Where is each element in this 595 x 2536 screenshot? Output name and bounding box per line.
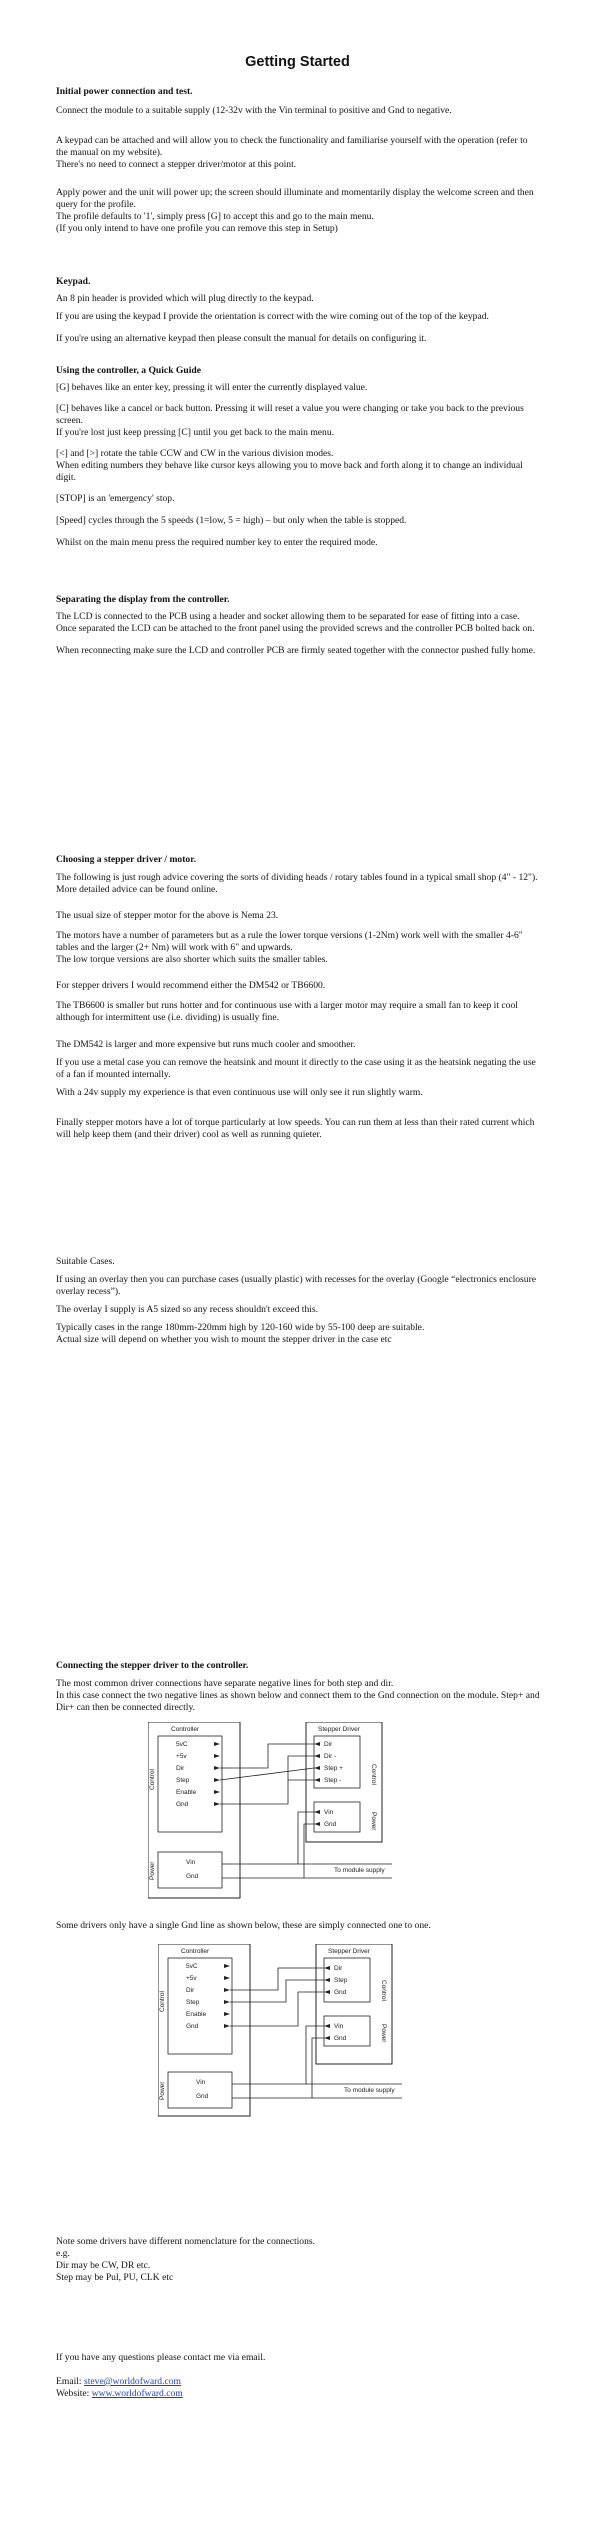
power-group-box (158, 1852, 222, 1888)
keypad-heading: Keypad. (56, 276, 91, 287)
controller-outline (158, 1944, 250, 2116)
quick-p3: If you're lost just keep pressing [C] until you get back to the main menu. (56, 427, 335, 438)
driver-control-label: Control (380, 1980, 387, 2001)
stepper-p4: The low torque versions are also shorter which suits the smaller tables. (56, 954, 328, 965)
stepper-p1: The following is just rough advice covering the sorts of dividing heads / rotary tables found in a typical small shop (4" - 12"). More detailed advice can be found online. (56, 872, 538, 895)
controller-pin-dir: Dir (186, 1987, 195, 1994)
controller-pin-dir: Dir (176, 1765, 185, 1772)
quick-heading: Using the controller, a Quick Guide (56, 365, 201, 376)
controller-vin: Vin (196, 2079, 206, 2086)
stepper-p8: If you use a metal case you can remove the heatsink and mount it directly to the case using it as the heatsink negating the use of a fan if mounted internally. (56, 1057, 536, 1080)
quick-p5: When editing numbers they behave like cursor keys allowing you to move back and forth along it to change an individual digit. (56, 460, 523, 483)
driver-title: Stepper Driver (318, 1726, 360, 1733)
separate-section (56, 594, 540, 657)
separate-p3: When reconnecting make sure the LCD and controller PCB are firmly seated together with the connector pushed fully home. (56, 645, 536, 656)
cases-p3: Typically cases in the range 180mm-220mm high by 120-160 wide by 55-100 deep are suitable. (56, 1322, 425, 1333)
driver-power-vin: Vin (334, 2023, 344, 2030)
driver-power-label: Power (380, 2024, 387, 2043)
controller-pin-list (186, 1963, 207, 2030)
controller-title: Controller (181, 1948, 210, 1955)
controller-gnd: Gnd (196, 2093, 209, 2100)
driver-control-label: Control (370, 1764, 377, 1785)
quick-p8: Whilst on the main menu press the required number key to enter the required mode. (56, 537, 378, 548)
power-p1: Connect the module to a suitable supply (12-32v with the Vin terminal to positive and Gnd to negative. (56, 105, 452, 116)
separate-heading: Separating the display from the controller. (56, 594, 230, 605)
control-group-label: Control (159, 1991, 166, 2012)
power-p4: Apply power and the unit will power up; the screen should illuminate and momentarily display the welcome screen and then query for the profile. (56, 187, 534, 210)
control-group-box (168, 1958, 232, 2054)
controller-pin-gnd: Gnd (176, 1801, 189, 1808)
controller-vin: Vin (186, 1859, 196, 1866)
nomenclature-section (56, 2236, 540, 2284)
power-group-label: Power (149, 1861, 156, 1880)
controller-terminals (214, 1742, 220, 1806)
quick-p1: [G] behaves like an enter key, pressing it will enter the currently displayed value. (56, 382, 368, 393)
controller-outline (148, 1722, 240, 1898)
controller-pin-5v: +5v (176, 1753, 187, 1760)
controller-pin-step: Step (176, 1777, 190, 1784)
power-group-box (168, 2072, 232, 2108)
connect-p1: The most common driver connections have separate negative lines for both step and dir. (56, 1678, 394, 1689)
controller-pin-5v: +5v (186, 1975, 197, 1982)
driver-pin-step: Step (334, 1977, 348, 1984)
cases-p1: If using an overlay then you can purchase cases (usually plastic) with recesses for the overlay (Google “electronics enclosure overlay recess”). (56, 1274, 537, 1297)
stepper-p3: The motors have a number of parameters but as a rule the lower torque versions (1-2Nm) work well with the smaller 4-6" tables and the larger (2+ Nm) will work with 6" and upwards. (56, 930, 523, 953)
nomenclature-p2: e.g. (56, 2248, 70, 2259)
connect-p2: In this case connect the two negative lines as shown below and connect them to the Gnd connection on the module. Step+ and Dir+ can then be connected directly. (56, 1690, 540, 1713)
driver-power-box (324, 2016, 370, 2046)
supply-label: To module supply (334, 1867, 385, 1874)
email-label: Email: (56, 2376, 84, 2387)
controller-pin-5vc: 5vC (186, 1963, 198, 1970)
nomenclature-p4: Step may be Pul, PU, CLK etc (56, 2272, 174, 2283)
power-p6: (If you only intend to have one profile you can remove this step in Setup) (56, 223, 338, 234)
quick-p4: [<] and [>] rotate the table CCW and CW in the various division modes. (56, 448, 334, 459)
stepper-p7: The DM542 is larger and more expensive but runs much cooler and smoother. (56, 1039, 356, 1050)
power-group-label: Power (159, 2081, 166, 2100)
stepper-p9: With a 24v supply my experience is that even continuous use will only see it run slightly warm. (56, 1087, 423, 1098)
stepper-section (56, 854, 540, 1141)
control-group-label: Control (149, 1769, 156, 1790)
controller-gnd: Gnd (186, 1873, 199, 1880)
nomenclature-p1: Note some drivers have different nomenclature for the connections. (56, 2236, 316, 2247)
wiring-diagram-separate-negatives (148, 1722, 398, 1904)
driver-pin-gnd: Gnd (334, 1989, 347, 1996)
controller-pin-list (176, 1741, 197, 1808)
driver-power-vin: Vin (324, 1809, 334, 1816)
website-link[interactable]: www.worldofward.com (91, 2388, 183, 2399)
controller-pin-enable: Enable (186, 2011, 207, 2018)
cases-p4: Actual size will depend on whether you wish to mount the stepper driver in the case etc (56, 1334, 392, 1345)
separate-p2: Once separated the LCD can be attached to the front panel using the provided screws and the controller PCB bolted back on. (56, 623, 535, 634)
controller-pin-enable: Enable (176, 1789, 197, 1796)
stepper-p2: The usual size of stepper motor for the above is Nema 23. (56, 910, 279, 921)
website-line (56, 2388, 540, 2400)
supply-label: To module supply (344, 2087, 395, 2094)
controller-pin-step: Step (186, 1999, 200, 2006)
cases-p2: The overlay I supply is A5 sized so any recess shouldn't exceed this. (56, 1304, 319, 1315)
keypad-p3: If you're using an alternative keypad then please consult the manual for details on configuring it. (56, 333, 427, 344)
website-label: Website: (56, 2388, 92, 2399)
stepper-heading: Choosing a stepper driver / motor. (56, 854, 196, 865)
keypad-p1: An 8 pin header is provided which will plug directly to the keypad. (56, 293, 314, 304)
driver-power-gnd: Gnd (334, 2035, 347, 2042)
wiring-diagram-single-gnd (158, 1944, 408, 2122)
cases-section (56, 1256, 540, 1346)
power-p3: There's no need to connect a stepper driver/motor at this point. (56, 159, 297, 170)
driver-power-label: Power (370, 1812, 377, 1831)
driver-terminals (324, 1966, 330, 2040)
connect-p3: Some drivers only have a single Gnd line as shown below, these are simply connected one to one. (56, 1920, 431, 1931)
driver-pin-dir: Dir (334, 1965, 343, 1972)
controller-terminals (224, 1964, 230, 2028)
connect-heading: Connecting the stepper driver to the controller. (56, 1660, 249, 1671)
quick-p6: [STOP] is an 'emergency' stop. (56, 493, 175, 504)
driver-power-box (314, 1802, 360, 1832)
email-line (56, 2376, 540, 2388)
controller-pin-5vc: 5vC (176, 1741, 188, 1748)
connect-section (56, 1660, 540, 1714)
power-section (56, 86, 540, 235)
driver-pin-dir: Dir (324, 1741, 333, 1748)
keypad-p2: If you are using the keypad I provide the orientation is correct with the wire coming out of the top of the keypad. (56, 311, 489, 322)
contact-p1: If you have any questions please contact me via email. (56, 2352, 266, 2363)
quick-guide-section (56, 365, 540, 549)
single-gnd-note (56, 1920, 540, 1932)
cases-heading: Suitable Cases. (56, 1256, 115, 1267)
nomenclature-p3: Dir may be CW, DR etc. (56, 2260, 151, 2271)
email-link[interactable]: steve@worldofward.com (83, 2376, 181, 2387)
contact-section (56, 2352, 540, 2400)
quick-p7: [Speed] cycles through the 5 speeds (1=low, 5 = high) – but only when the table is stopped. (56, 515, 407, 526)
driver-title: Stepper Driver (328, 1948, 370, 1955)
page-title: Getting Started (245, 54, 350, 70)
separate-p1: The LCD is connected to the PCB using a header and socket allowing them to be separated for ease of fitting into a case. (56, 611, 520, 622)
quick-p2: [C] behaves like a cancel or back button. Pressing it will reset a value you were changing or take you back to the previous screen. (56, 403, 524, 426)
stepper-p10: Finally stepper motors have a lot of torque particularly at low speeds. You can run them at less than their rated current which will help keep them (and their driver) cool as well as running quieter. (56, 1117, 535, 1140)
keypad-section (56, 276, 540, 345)
driver-pin-dir-neg: Dir - (324, 1753, 337, 1760)
control-group-box (158, 1736, 222, 1832)
driver-power-gnd: Gnd (324, 1821, 337, 1828)
driver-pin-step-neg: Step - (324, 1777, 342, 1784)
stepper-p5: For stepper drivers I would recommend either the DM542 or TB6600. (56, 980, 326, 991)
controller-title: Controller (171, 1726, 200, 1733)
driver-pin-step-pos: Step + (324, 1765, 343, 1772)
power-heading: Initial power connection and test. (56, 86, 193, 97)
power-p2: A keypad can be attached and will allow you to check the functionality and familiarise yourself with the operation (refer to the manual on my website). (56, 135, 528, 158)
power-p5: The profile defaults to '1', simply press [G] to accept this and go to the main menu. (56, 211, 374, 222)
stepper-p6: The TB6600 is smaller but runs hotter and for continuous use with a larger motor may require a small fan to keep it cool although for intermittent use (i.e. dividing) is usually fine. (56, 1000, 518, 1023)
driver-terminals (314, 1742, 320, 1826)
controller-pin-gnd: Gnd (186, 2023, 199, 2030)
